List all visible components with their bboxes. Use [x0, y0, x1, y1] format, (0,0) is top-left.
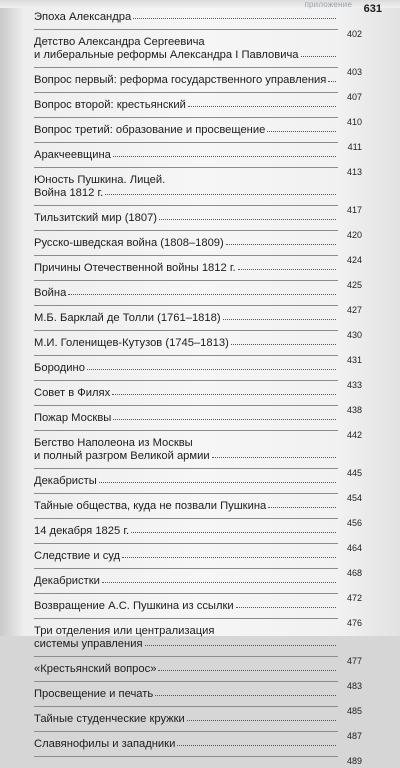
toc-entry — [34, 618, 362, 657]
toc-page-number: 430 — [346, 330, 362, 340]
toc-entry — [34, 330, 362, 356]
toc-page-number: 425 — [346, 280, 362, 290]
toc-entry-title: Русско-шведская война (1808–1809) — [34, 237, 224, 249]
toc-entry-title: Аракчеевщина — [34, 149, 111, 161]
toc-entry-title: М.Б. Барклай де Толли (1761–1818) — [34, 312, 221, 324]
toc-page-number: 420 — [346, 230, 362, 240]
toc-entry-title: Бородино — [34, 362, 85, 374]
toc-entry — [34, 117, 362, 143]
toc-page-number: 438 — [346, 405, 362, 415]
toc-entry-line — [34, 237, 338, 250]
toc-page-number: 489 — [346, 756, 362, 766]
dot-leader — [268, 507, 336, 508]
toc-entry-line — [34, 287, 338, 300]
toc-entry-line — [34, 99, 338, 112]
toc-entry-line — [34, 362, 338, 375]
toc-entry-title: Следствие и суд — [34, 550, 121, 562]
toc-entry-line — [34, 638, 338, 651]
entry-divider — [34, 29, 338, 30]
toc-page-number: 410 — [346, 117, 362, 127]
toc-page-number: 442 — [346, 430, 362, 440]
toc-entry-line — [34, 36, 338, 49]
toc-entry-line — [34, 387, 338, 400]
toc-entry-line — [34, 575, 338, 588]
toc-entry-line — [34, 450, 338, 463]
toc-page-number: 464 — [346, 543, 362, 553]
toc-entry-title: Вопрос первый: реформа государственного управления — [34, 74, 327, 86]
toc-entry-title: Война — [34, 287, 67, 299]
toc-entry — [34, 280, 362, 306]
toc-entry — [34, 468, 362, 494]
toc-entry — [34, 205, 362, 231]
dot-leader — [238, 269, 336, 270]
toc-entry — [34, 380, 362, 406]
toc-entry-title: Славянофилы и западники — [34, 738, 176, 750]
toc-page-number: 454 — [346, 493, 362, 503]
toc-entry — [34, 355, 362, 381]
toc-page-number: 483 — [346, 681, 362, 691]
toc-entry-title: Бегство Наполеона из Москвы — [34, 437, 193, 449]
dot-leader — [87, 369, 336, 370]
toc-entry-title: Эпоха Александра — [34, 11, 132, 23]
toc-page-number: 411 — [347, 142, 362, 152]
toc-entry-title: 14 декабря 1825 г. — [34, 525, 130, 537]
dot-leader — [236, 607, 336, 608]
toc-entry-title: Тайные общества, куда не позвали Пушкина — [34, 500, 267, 512]
running-title: приложение — [304, 0, 352, 9]
toc-page-number: 407 — [346, 92, 362, 102]
toc-entry-line — [34, 49, 338, 62]
toc-page-number: 433 — [346, 380, 362, 390]
toc-entry — [34, 92, 362, 118]
entry-divider — [34, 593, 338, 594]
toc-page-number: 477 — [346, 656, 362, 666]
toc-entry-line — [34, 262, 338, 275]
toc-entry — [34, 405, 362, 431]
toc-entry — [34, 656, 362, 682]
entry-divider — [34, 756, 338, 757]
toc-page-number: 468 — [346, 568, 362, 578]
toc-entry-line — [34, 713, 338, 726]
toc-entry — [34, 67, 362, 93]
toc-entry-line — [34, 500, 338, 513]
toc-entry-title: Тильзитский мир (1807) — [34, 212, 158, 224]
toc-entry — [34, 493, 362, 519]
entry-divider — [34, 330, 338, 331]
toc-entry — [34, 706, 362, 732]
dot-leader — [188, 106, 336, 107]
toc-entry-line — [34, 475, 338, 488]
dot-leader — [122, 557, 336, 558]
toc-entry — [34, 731, 362, 757]
toc-entry — [34, 568, 362, 594]
toc-entry-title: Детство Александра Сергеевича — [34, 36, 205, 48]
entry-divider — [34, 255, 338, 256]
toc-entry-line — [34, 600, 338, 613]
toc-entry-line — [34, 625, 338, 638]
toc-entry-title: и либеральные реформы Александра I Павловича — [34, 49, 299, 61]
toc-entry-line — [34, 11, 338, 24]
toc-page-number: 417 — [346, 205, 362, 215]
toc-entry-title: Вопрос второй: крестьянский — [34, 99, 186, 111]
toc-page-number: 456 — [346, 518, 362, 528]
entry-divider — [34, 430, 338, 431]
toc-entry-title: Просвещение и печать — [34, 688, 154, 700]
toc-entry-line — [34, 550, 338, 563]
dot-leader — [159, 219, 336, 220]
dot-leader — [177, 745, 336, 746]
dot-leader — [145, 645, 336, 646]
dot-leader — [155, 695, 336, 696]
dot-leader — [301, 56, 336, 57]
toc-entry — [34, 305, 362, 331]
toc-entry-title: Три отделения или централизация — [34, 625, 215, 637]
toc-page-number: 413 — [346, 167, 362, 177]
toc-entry-title: Тайные студенческие кружки — [34, 713, 185, 725]
toc-entry — [34, 543, 362, 569]
dot-leader — [328, 81, 336, 82]
dot-leader — [223, 319, 336, 320]
toc-page-number: 403 — [346, 67, 362, 77]
entry-divider — [34, 355, 338, 356]
entry-divider — [34, 280, 338, 281]
toc-page-number: 476 — [346, 618, 362, 628]
entry-divider — [34, 380, 338, 381]
toc-entry-line — [34, 187, 338, 200]
table-of-contents — [34, 11, 362, 766]
toc-entry — [34, 518, 362, 544]
toc-page-number: 445 — [346, 468, 362, 478]
toc-entry-title: «Крестьянский вопрос» — [34, 663, 157, 675]
toc-entry-title: и полный разгром Великой армии — [34, 450, 210, 462]
toc-entry — [34, 593, 362, 619]
toc-entry-line — [34, 437, 338, 450]
toc-entry-line — [34, 149, 338, 162]
dot-leader — [187, 720, 336, 721]
toc-entry — [34, 167, 362, 206]
entry-divider — [34, 518, 338, 519]
toc-page-number: 424 — [346, 255, 362, 265]
toc-entry-line — [34, 738, 338, 751]
toc-entry-line — [34, 312, 338, 325]
entry-divider — [34, 568, 338, 569]
toc-entry — [34, 255, 362, 281]
toc-entry-title: Юность Пушкина. Лицей. — [34, 174, 166, 186]
toc-entry — [34, 142, 362, 168]
toc-page-number: 427 — [346, 305, 362, 315]
entry-divider — [34, 468, 338, 469]
dot-leader — [112, 394, 336, 395]
toc-entry-line — [34, 663, 338, 676]
dot-leader — [99, 482, 336, 483]
dot-leader — [68, 294, 336, 295]
toc-entry — [34, 29, 362, 68]
dot-leader — [231, 344, 336, 345]
entry-divider — [34, 205, 338, 206]
toc-page-number: 487 — [346, 731, 362, 741]
entry-divider — [34, 656, 338, 657]
toc-entry-title: Декабристы — [34, 475, 97, 487]
dot-leader — [158, 670, 336, 671]
toc-entry-line — [34, 337, 338, 350]
entry-divider — [34, 167, 338, 168]
entry-divider — [34, 543, 338, 544]
entry-divider — [34, 305, 338, 306]
toc-page-number: 485 — [346, 706, 362, 716]
toc-entry-title: Декабристки — [34, 575, 100, 587]
entry-divider — [34, 142, 338, 143]
dot-leader — [212, 457, 336, 458]
dot-leader — [113, 419, 336, 420]
toc-entry-line — [34, 174, 338, 187]
toc-entry — [34, 430, 362, 469]
toc-entry-line — [34, 525, 338, 538]
toc-entry-line — [34, 412, 338, 425]
toc-entry-title: Вопрос третий: образование и просвещение — [34, 124, 266, 136]
entry-divider — [34, 731, 338, 732]
entry-divider — [34, 618, 338, 619]
dot-leader — [131, 532, 336, 533]
toc-entry-title: Возвращение А.С. Пушкина из ссылки — [34, 600, 234, 612]
entry-divider — [34, 67, 338, 68]
entry-divider — [34, 405, 338, 406]
dot-leader — [105, 194, 336, 195]
dot-leader — [113, 156, 336, 157]
entry-divider — [34, 493, 338, 494]
entry-divider — [34, 706, 338, 707]
toc-page-number: 402 — [346, 29, 362, 39]
toc-entry-line — [34, 688, 338, 701]
toc-entry — [34, 230, 362, 256]
toc-entry-title: системы управления — [34, 638, 143, 650]
dot-leader — [226, 244, 336, 245]
toc-entry-title: Война 1812 г. — [34, 187, 104, 199]
toc-entry-line — [34, 74, 338, 87]
entry-divider — [34, 681, 338, 682]
toc-page-number: 472 — [346, 593, 362, 603]
toc-entry — [34, 11, 362, 30]
toc-entry-title: Пожар Москвы — [34, 412, 112, 424]
toc-entry-title: Совет в Филях — [34, 387, 111, 399]
dot-leader — [133, 18, 336, 19]
toc-entry-line — [34, 124, 338, 137]
dot-leader — [267, 131, 336, 132]
page-number: 631 — [363, 3, 382, 15]
toc-entry-title: Причины Отечественной войны 1812 г. — [34, 262, 236, 274]
toc-page-number: 431 — [346, 355, 362, 365]
toc-entry-title: М.И. Голенищев-Кутузов (1745–1813) — [34, 337, 229, 349]
entry-divider — [34, 230, 338, 231]
entry-divider — [34, 92, 338, 93]
toc-entry — [34, 681, 362, 707]
toc-entry-line — [34, 212, 338, 225]
entry-divider — [34, 117, 338, 118]
dot-leader — [102, 582, 336, 583]
